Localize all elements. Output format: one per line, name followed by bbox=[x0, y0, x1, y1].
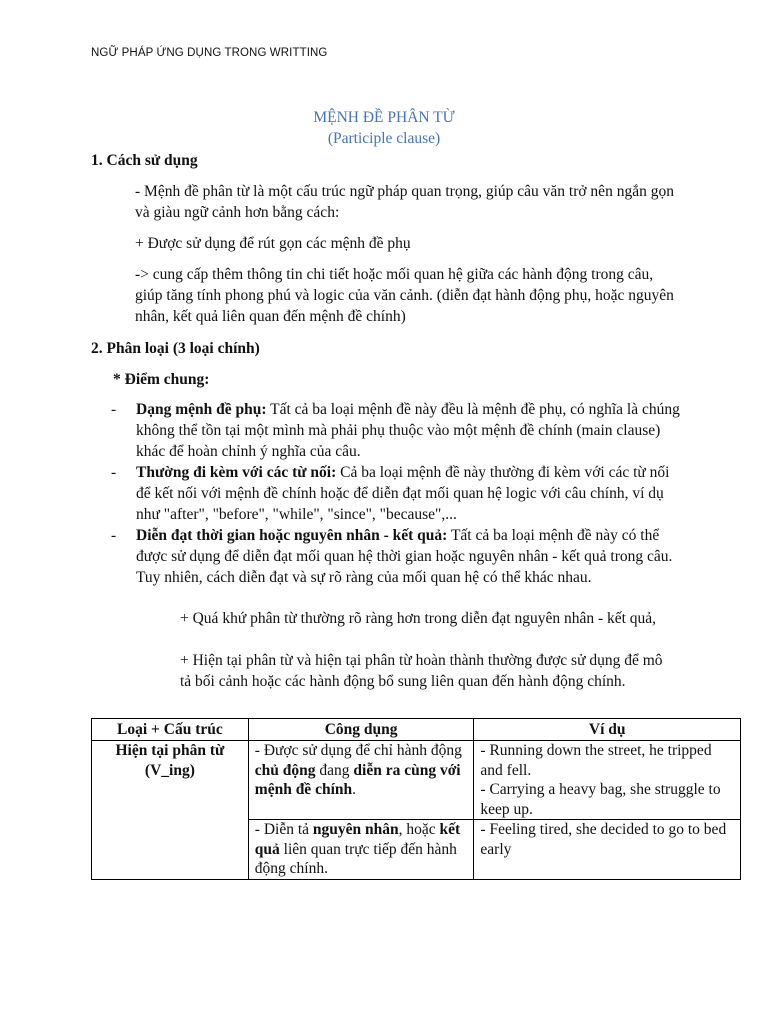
usage-emphasis: diễn ra cùng với mệnh đề chính bbox=[254, 761, 461, 798]
usage-text: - Được sử dụng để chỉ hành động bbox=[254, 742, 462, 759]
bullet-dash: - bbox=[111, 527, 117, 544]
section-1-heading: 1. Cách sử dụng bbox=[91, 152, 198, 169]
bullet-term: Thường đi kèm với các từ nối: bbox=[136, 464, 337, 481]
usage-cell bbox=[248, 741, 474, 820]
bullet-text: Tất cả ba loại mệnh đề này có thể được sử dụng để diễn đạt mối quan hệ thời gian hoặc nguyên nhân - kết quả trong câu. Tuy nhiên, cách diễn đạt và sự rõ ràng của mối quan hệ có thể khác nhau. bbox=[136, 527, 673, 586]
usage-text: đang bbox=[315, 761, 354, 779]
row-type-cell bbox=[92, 741, 249, 880]
common-points-heading: * Điểm chung: bbox=[113, 371, 210, 388]
table-row bbox=[92, 741, 741, 820]
section-1-paragraph-3: -> cung cấp thêm thông tin chi tiết hoặc mối quan hệ giữa các hành động trong câu, giúp tăng tính phong phú và logic của văn cảnh. (diễn đạt hành động phụ, hoặc nguyên nhân, kết quả liên quan đến mệnh đề chính) bbox=[135, 266, 674, 325]
sub-point-past-participle: + Quá khứ phân từ thường rõ ràng hơn trong diễn đạt nguyên nhân - kết quả, bbox=[180, 610, 657, 627]
usage-emphasis: kết quả bbox=[254, 821, 461, 858]
bullet-term: Dạng mệnh đề phụ: bbox=[136, 401, 267, 418]
usage-text: , hoặc bbox=[398, 821, 440, 838]
list-item bbox=[91, 399, 681, 462]
example-text: - Carrying a heavy bag, she struggle to keep up. bbox=[480, 781, 721, 818]
common-points-list bbox=[91, 399, 681, 588]
section-1-paragraph-1: - Mệnh đề phân từ là một cấu trúc ngữ pháp quan trọng, giúp câu văn trở nên ngắn gọn và giàu ngữ cảnh hơn bằng cách: bbox=[135, 183, 674, 221]
document-title: MỆNH ĐỀ PHÂN TỪ bbox=[313, 109, 455, 126]
example-cell bbox=[474, 741, 741, 820]
row-type-structure: (V_ing) bbox=[144, 761, 195, 779]
page-header: NGỮ PHÁP ỨNG DỤNG TRONG WRITTING bbox=[91, 47, 328, 59]
usage-text: - Diễn tả bbox=[254, 821, 313, 838]
usage-cell bbox=[248, 820, 474, 880]
document-subtitle: (Participle clause) bbox=[327, 130, 441, 147]
table-header-row bbox=[92, 719, 741, 741]
bullet-dash: - bbox=[111, 464, 117, 481]
participle-table bbox=[91, 718, 741, 880]
bullet-dash: - bbox=[111, 401, 117, 418]
list-item bbox=[91, 525, 681, 588]
row-type-name: Hiện tại phân từ bbox=[115, 742, 225, 759]
list-item bbox=[91, 462, 681, 525]
column-header-usage: Công dụng bbox=[248, 719, 474, 741]
bullet-text: Tất cả ba loại mệnh đề này đều là mệnh đề phụ, có nghĩa là chúng không thể tồn tại một mình mà phải phụ thuộc vào một mệnh đề chính (main clause) khác để hoàn chỉnh ý nghĩa của câu. bbox=[136, 401, 680, 460]
usage-text: liên quan trực tiếp đến hành động chính. bbox=[254, 840, 457, 877]
column-header-type: Loại + Cấu trúc bbox=[92, 719, 249, 741]
section-2-heading: 2. Phân loại (3 loại chính) bbox=[91, 340, 260, 357]
example-text: - Running down the street, he tripped and fell. bbox=[480, 742, 712, 779]
usage-text: . bbox=[352, 781, 356, 798]
example-cell: - Feeling tired, she decided to go to bed early bbox=[474, 820, 741, 880]
usage-emphasis: nguyên nhân bbox=[312, 821, 399, 838]
sub-point-present-participle: + Hiện tại phân từ và hiện tại phân từ hoàn thành thường được sử dụng để mô tả bối cảnh hoặc các hành động bổ sung liên quan đến hành động chính. bbox=[180, 652, 663, 690]
bullet-term: Diễn đạt thời gian hoặc nguyên nhân - kết quả: bbox=[136, 527, 448, 544]
column-header-example: Ví dụ bbox=[474, 719, 741, 741]
usage-emphasis: chủ động bbox=[254, 761, 316, 779]
section-1-paragraph-2: + Được sử dụng để rút gọn các mệnh đề phụ bbox=[135, 235, 411, 252]
bullet-text: Cả ba loại mệnh đề này thường đi kèm với các từ nối để kết nối với mệnh đề chính hoặc để diễn đạt mối quan hệ logic với câu chính, ví dụ như "after", "before", "while", "since", "because",... bbox=[136, 464, 670, 523]
